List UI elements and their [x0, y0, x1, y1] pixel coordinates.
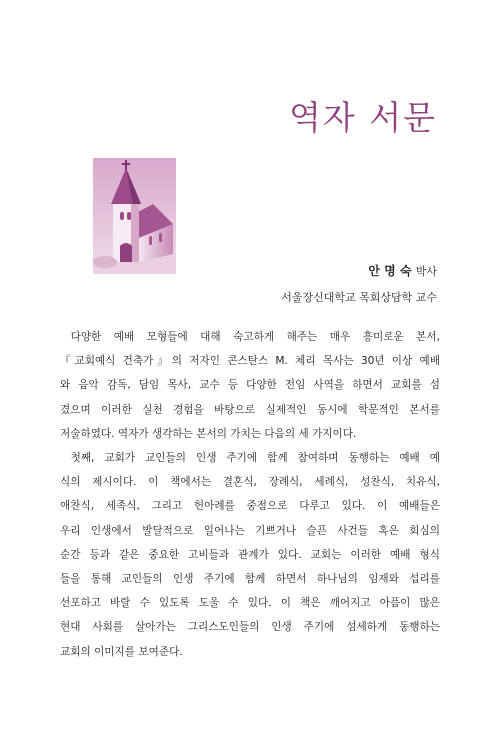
- text-line: 겼으며 이러한 실천 경험을 바탕으로 실제적인 동시에 학문적인 본서를: [60, 403, 440, 416]
- text-line: 와 음악 감독, 담임 목사, 교수 등 다양한 전임 사역을 하면서 교회를 섬: [60, 379, 440, 392]
- author-name: 안 명 숙: [368, 264, 412, 278]
- text-line: 식의 제시이다. 이 책에서는 결혼식, 장례식, 세례식, 성찬식, 치유식,: [60, 476, 440, 489]
- text-line: 들을 통해 교인들의 인생 주기에 함께 하면서 하나님의 임재와 섭리를: [60, 573, 440, 586]
- text-line: 『교회예식 건축가』의 저자인 콘스탄스 M. 체리 목사는 30년 이상 예배: [60, 355, 440, 368]
- chapter-title: 역자 서문: [288, 98, 437, 137]
- text-line: 우리 인생에서 발달적으로 일어나는 기쁘거나 슬픈 사건들 혹은 회심의: [60, 524, 440, 537]
- text-line: 선포하고 바랄 수 있도록 도울 수 있다. 이 책은 깨어지고 아픔이 많은: [60, 597, 440, 610]
- text-line: 순간 등과 같은 중요한 고비들과 관계가 있다. 교회는 이러한 예배 형식: [60, 548, 440, 561]
- author-affiliation: 서울장신대학교 목회상담학 교수: [281, 291, 437, 304]
- author-degree: 박사: [415, 265, 437, 278]
- text-line: 애찬식, 세족식, 그리고 헌아례를 중점으로 다루고 있다. 이 예배들은: [60, 500, 440, 513]
- text-line: 다양한 예배 모형들에 대해 숙고하게 해주는 매우 흥미로운 본서,: [70, 331, 440, 343]
- body-text: [60, 325, 440, 664]
- paragraph-1: [60, 325, 440, 446]
- text-line: 첫째, 교회가 교인들의 인생 주기에 함께 참여하며 동행하는 예배 예: [70, 452, 440, 465]
- church-illustration: [93, 158, 176, 274]
- author-block: [281, 262, 437, 305]
- paragraph-2: [60, 446, 440, 664]
- author-name-line: [281, 262, 437, 279]
- text-line: 교회의 이미지를 보여준다.: [60, 645, 183, 658]
- text-line: 현대 사회를 살아가는 그리스도인들의 인생 주기에 섬세하게 동행하는: [60, 621, 440, 634]
- text-line: 저술하였다. 역자가 생각하는 본서의 가치는 다음의 세 가지이다.: [60, 427, 357, 440]
